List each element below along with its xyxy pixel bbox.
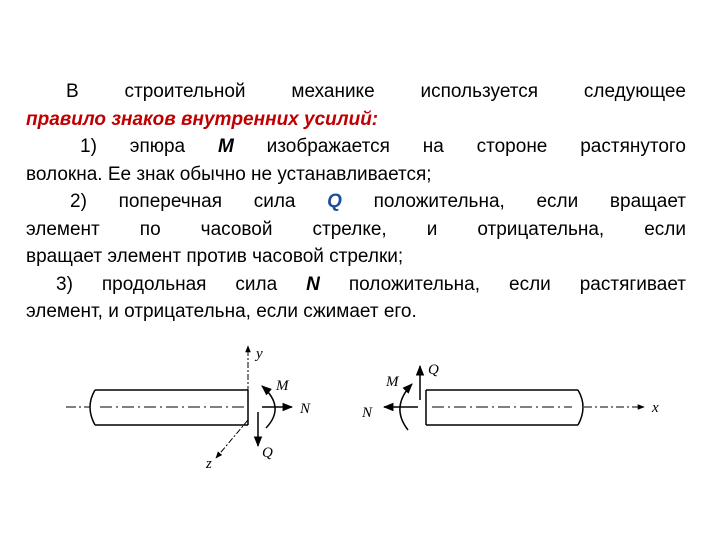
label-m-right: M <box>386 374 399 390</box>
text-intro: В строительной механике используется следующее <box>66 81 686 102</box>
label-x: x <box>652 400 659 416</box>
sign-rule-text <box>26 78 686 326</box>
label-y: y <box>256 346 263 362</box>
label-q-right: Q <box>428 362 439 378</box>
line-1 <box>26 78 686 106</box>
item-2-rest: положительна, если вращает <box>341 191 686 212</box>
item-2-line-2: элемент по часовой стрелке, и отрицательна, если <box>26 218 686 240</box>
symbol-m: M <box>217 136 234 157</box>
symbol-q: Q <box>327 191 342 212</box>
label-q-left: Q <box>262 445 273 461</box>
left-axes <box>216 346 292 458</box>
item-3-line-2: элемент, и отрицательна, если сжимает его. <box>26 301 417 322</box>
label-n-left: N <box>300 401 311 417</box>
item-3-line <box>26 271 686 299</box>
item-3-prefix: 3) продольная сила <box>56 273 307 295</box>
item-1-line <box>26 133 686 161</box>
item-2-prefix: 2) поперечная сила <box>70 191 328 212</box>
item-1-prefix: 1) эпюра <box>80 136 218 157</box>
beam-sign-diagram <box>0 330 720 480</box>
rule-heading: правило знаков внутренних усилий: <box>26 108 379 130</box>
item-3-rest: положительна, если растягивает <box>319 273 686 295</box>
left-beam <box>66 390 248 425</box>
item-1-rest: изображается на стороне растянутого <box>233 136 686 157</box>
label-n-right: N <box>362 405 373 421</box>
item-1-line-2: волокна. Ее знак обычно не устанавливается; <box>26 163 432 185</box>
item-2-line-3: вращает элемент против часовой стрелки; <box>26 246 404 267</box>
right-beam <box>426 390 644 425</box>
item-2-line <box>26 188 686 216</box>
symbol-n: N <box>306 273 320 295</box>
label-z: z <box>206 456 212 472</box>
label-m-left: M <box>276 378 289 394</box>
